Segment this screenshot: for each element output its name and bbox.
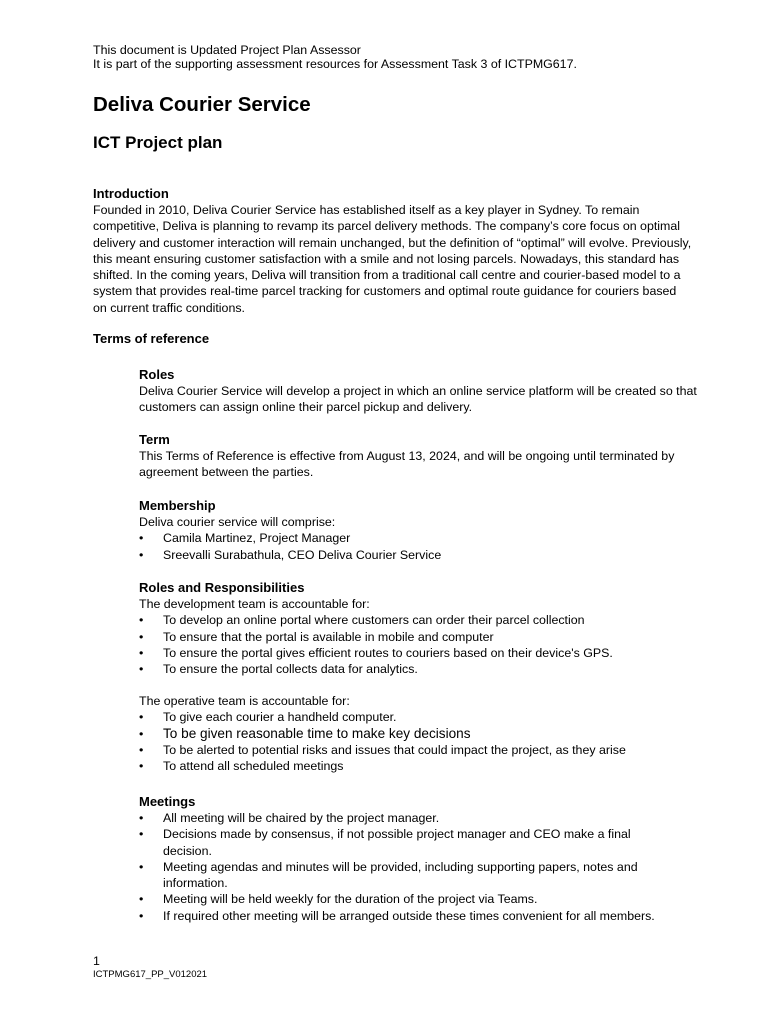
bullet-icon: • [139, 859, 144, 874]
bullet-icon: • [139, 662, 144, 677]
term-heading: Term [139, 432, 170, 447]
document-title: Deliva Courier Service [93, 93, 311, 116]
op-team-list [139, 709, 699, 774]
header-line-2: It is part of the supporting assessment resources for Assessment Task 3 of ICTPMG617. [93, 57, 577, 71]
list-item-text: To give each courier a handheld computer. [163, 710, 397, 725]
list-item-text: To attend all scheduled meetings [163, 759, 344, 774]
list-item [139, 726, 699, 742]
list-item [139, 629, 699, 645]
list-item-text: To ensure the portal collects data for analytics. [163, 662, 418, 677]
list-item-text: Decisions made by consensus, if not possible project manager and CEO make a final decision. [163, 827, 631, 858]
list-item-text: Meeting agendas and minutes will be provided, including supporting papers, notes and information. [163, 859, 638, 891]
introduction-text: Founded in 2010, Deliva Courier Service has established itself as a key player in Sydney. To remain competitive, Deliva is planning to revamp its parcel delivery methods. The company’s core focus on optimal delivery and customer interaction will remain unchanged, but the definition of “optimal” will evolve. Previously, this meant ensuring customer satisfaction with a smile and not losing parcels. Nowadays, this standard has shifted. In the coming years, Deliva will transition from a traditional call centre and courier-based model to a system that provides real-time parcel tracking for customers and optimal route guidance for couriers based on current traffic conditions. [93, 203, 692, 315]
bullet-icon: • [139, 742, 144, 757]
bullet-icon: • [139, 908, 144, 923]
document-subtitle: ICT Project plan [93, 133, 223, 152]
list-item [139, 709, 699, 725]
list-item-text: Camila Martinez, Project Manager [163, 531, 351, 546]
membership-list [139, 530, 699, 563]
roles-section [139, 366, 699, 416]
page-number: 1 [93, 954, 100, 968]
meetings-list [139, 810, 699, 924]
list-item [139, 859, 663, 892]
bullet-icon: • [139, 629, 144, 644]
terms-section [93, 330, 693, 347]
meetings-heading: Meetings [139, 794, 196, 809]
op-team-intro: The operative team is accountable for: [139, 694, 350, 708]
membership-heading: Membership [139, 498, 216, 513]
dev-team-intro: The development team is accountable for: [139, 597, 370, 611]
bullet-icon: • [139, 645, 144, 660]
introduction-section [93, 185, 693, 316]
header-line-1: This document is Updated Project Plan Assessor [93, 43, 361, 57]
list-item [139, 826, 663, 859]
list-item [139, 547, 699, 563]
introduction-heading: Introduction [93, 186, 169, 201]
list-item-text: To be given reasonable time to make key decisions [163, 725, 471, 741]
list-item [139, 530, 699, 546]
list-item-text: If required other meeting will be arranged outside these times convenient for all members. [163, 908, 655, 923]
list-item [139, 612, 699, 628]
term-section [139, 431, 699, 481]
dev-team-list [139, 612, 699, 677]
bullet-icon: • [139, 892, 144, 907]
bullet-icon: • [139, 759, 144, 774]
list-item-text: Sreevalli Surabathula, CEO Deliva Courier Service [163, 547, 442, 562]
list-item-text: To be alerted to potential risks and issues that could impact the project, as they arise [163, 742, 626, 757]
list-item [139, 810, 699, 826]
bullet-icon: • [139, 613, 144, 628]
list-item [139, 891, 699, 907]
meetings-section [139, 793, 699, 924]
responsibilities-section [139, 579, 699, 677]
bullet-icon: • [139, 531, 144, 546]
list-item-text: To develop an online portal where customers can order their parcel collection [163, 613, 585, 628]
bullet-icon: • [139, 547, 144, 562]
list-item [139, 645, 699, 661]
roles-heading: Roles [139, 367, 175, 382]
membership-section [139, 497, 699, 563]
term-text: This Terms of Reference is effective from August 13, 2024, and will be ongoing until terminated by agreement between the parties. [139, 449, 675, 480]
membership-intro: Deliva courier service will comprise: [139, 515, 336, 529]
responsibilities-heading: Roles and Responsibilities [139, 580, 305, 595]
bullet-icon: • [139, 726, 144, 741]
terms-heading: Terms of reference [93, 331, 210, 346]
list-item-text: To ensure the portal gives efficient routes to couriers based on their device's GPS. [163, 645, 613, 660]
bullet-icon: • [139, 710, 144, 725]
list-item-text: Meeting will be held weekly for the duration of the project via Teams. [163, 892, 538, 907]
list-item [139, 742, 699, 758]
list-item-text: All meeting will be chaired by the project manager. [163, 811, 440, 825]
operative-team-section [139, 693, 699, 774]
list-item [139, 908, 699, 924]
roles-text: Deliva Courier Service will develop a project in which an online service platform will be created so that customers can assign online their parcel pickup and delivery. [139, 384, 697, 415]
list-item [139, 661, 699, 677]
bullet-icon: • [139, 811, 144, 825]
list-item [139, 758, 699, 774]
document-code: ICTPMG617_PP_V012021 [93, 969, 208, 980]
bullet-icon: • [139, 827, 144, 842]
list-item-text: To ensure that the portal is available in mobile and computer [163, 629, 494, 644]
